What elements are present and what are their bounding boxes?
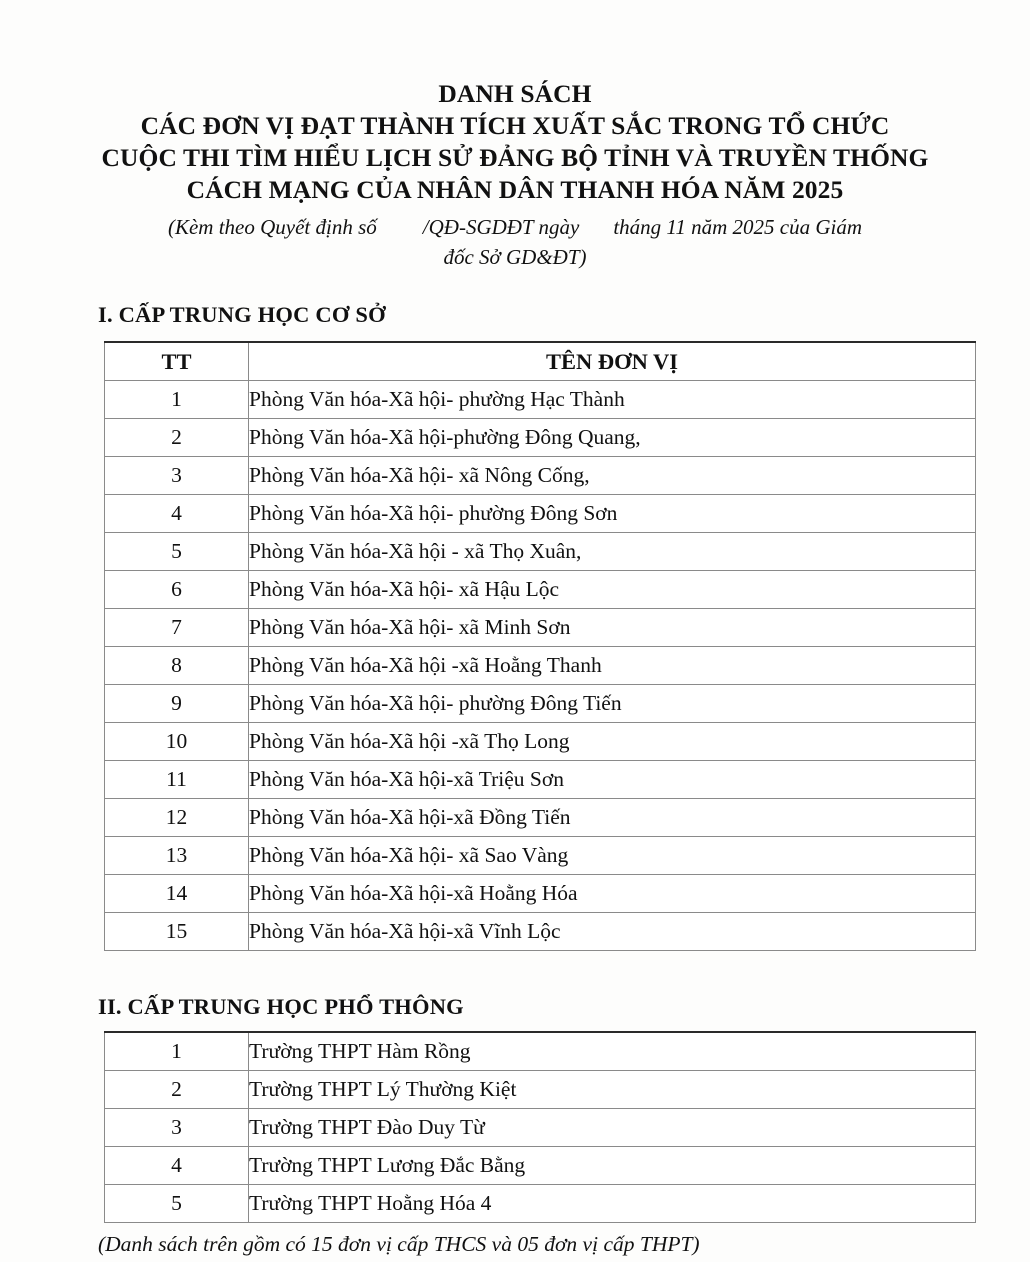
section-heading-thpt: II. CẤP TRUNG HỌC PHỔ THÔNG bbox=[98, 994, 464, 1019]
cell-unit-name: Phòng Văn hóa-Xã hội-xã Hoằng Hóa bbox=[249, 875, 976, 913]
cell-tt: 7 bbox=[105, 609, 249, 647]
cell-unit-name: Phòng Văn hóa-Xã hội - xã Thọ Xuân, bbox=[249, 533, 976, 571]
title-line-4: CÁCH MẠNG CỦA NHÂN DÂN THANH HÓA NĂM 2025 bbox=[186, 175, 844, 204]
cell-tt: 5 bbox=[105, 1185, 249, 1223]
cell-unit-name: Trường THPT Hàm Rồng bbox=[249, 1032, 976, 1071]
cell-unit-name: Trường THPT Lương Đắc Bằng bbox=[249, 1147, 976, 1185]
table-row bbox=[105, 875, 976, 913]
cell-tt: 4 bbox=[105, 495, 249, 533]
decree-reference-part-1: (Kèm theo Quyết định số bbox=[167, 215, 377, 239]
cell-unit-name: Trường THPT Đào Duy Từ bbox=[249, 1109, 976, 1147]
cell-unit-name: Phòng Văn hóa-Xã hội- xã Minh Sơn bbox=[249, 609, 976, 647]
title-line-1: DANH SÁCH bbox=[438, 79, 592, 108]
cell-tt: 2 bbox=[105, 419, 249, 457]
table-row bbox=[105, 913, 976, 951]
section-heading-thcs: I. CẤP TRUNG HỌC CƠ SỞ bbox=[98, 302, 386, 327]
table-row bbox=[105, 799, 976, 837]
table-row bbox=[105, 647, 976, 685]
table-row bbox=[105, 609, 976, 647]
table-row bbox=[105, 837, 976, 875]
table-row bbox=[105, 1071, 976, 1109]
column-header-name: TÊN ĐƠN VỊ bbox=[249, 342, 976, 381]
decree-reference bbox=[95, 212, 935, 272]
document-title-block bbox=[0, 0, 1030, 272]
cell-unit-name: Phòng Văn hóa-Xã hội -xã Thọ Long bbox=[249, 723, 976, 761]
cell-tt: 11 bbox=[105, 761, 249, 799]
cell-unit-name: Phòng Văn hóa-Xã hội- xã Hậu Lộc bbox=[249, 571, 976, 609]
cell-tt: 1 bbox=[105, 1032, 249, 1071]
cell-unit-name: Phòng Văn hóa-Xã hội-xã Vĩnh Lộc bbox=[249, 913, 976, 951]
table-row bbox=[105, 1185, 976, 1223]
decree-reference-part-2: /QĐ-SGDĐT ngày bbox=[422, 215, 580, 239]
table-row bbox=[105, 761, 976, 799]
column-header-tt: TT bbox=[105, 342, 249, 381]
cell-unit-name: Phòng Văn hóa-Xã hội-xã Triệu Sơn bbox=[249, 761, 976, 799]
table-row bbox=[105, 1032, 976, 1071]
table-row bbox=[105, 723, 976, 761]
cell-unit-name: Phòng Văn hóa-Xã hội-phường Đông Quang, bbox=[249, 419, 976, 457]
table-row bbox=[105, 1109, 976, 1147]
cell-tt: 6 bbox=[105, 571, 249, 609]
cell-unit-name: Trường THPT Hoằng Hóa 4 bbox=[249, 1185, 976, 1223]
cell-tt: 3 bbox=[105, 457, 249, 495]
summary-note: (Danh sách trên gồm có 15 đơn vị cấp THCS và 05 đơn vị cấp THPT) bbox=[98, 1232, 700, 1256]
cell-tt: 8 bbox=[105, 647, 249, 685]
cell-unit-name: Phòng Văn hóa-Xã hội- xã Sao Vàng bbox=[249, 837, 976, 875]
decree-reference-part-3: tháng 11 năm 2025 của Giám bbox=[613, 215, 862, 239]
cell-unit-name: Phòng Văn hóa-Xã hội- phường Đông Tiến bbox=[249, 685, 976, 723]
cell-tt: 9 bbox=[105, 685, 249, 723]
table-row bbox=[105, 495, 976, 533]
table-row bbox=[105, 571, 976, 609]
cell-tt: 3 bbox=[105, 1109, 249, 1147]
cell-unit-name: Phòng Văn hóa-Xã hội- xã Nông Cống, bbox=[249, 457, 976, 495]
cell-tt: 5 bbox=[105, 533, 249, 571]
cell-unit-name: Phòng Văn hóa-Xã hội- phường Đông Sơn bbox=[249, 495, 976, 533]
table-header-row bbox=[105, 342, 976, 381]
cell-unit-name: Trường THPT Lý Thường Kiệt bbox=[249, 1071, 976, 1109]
cell-tt: 15 bbox=[105, 913, 249, 951]
cell-tt: 14 bbox=[105, 875, 249, 913]
table-row bbox=[105, 419, 976, 457]
cell-unit-name: Phòng Văn hóa-Xã hội -xã Hoằng Thanh bbox=[249, 647, 976, 685]
table-thcs bbox=[104, 341, 976, 951]
table-row bbox=[105, 685, 976, 723]
decree-reference-part-4: đốc Sở GD&ĐT) bbox=[443, 245, 587, 269]
table-row bbox=[105, 457, 976, 495]
cell-tt: 12 bbox=[105, 799, 249, 837]
cell-unit-name: Phòng Văn hóa-Xã hội- phường Hạc Thành bbox=[249, 381, 976, 419]
table-row bbox=[105, 533, 976, 571]
title-line-2: CÁC ĐƠN VỊ ĐẠT THÀNH TÍCH XUẤT SẮC TRONG TỔ CHỨC bbox=[140, 111, 890, 140]
table-thpt bbox=[104, 1031, 976, 1223]
cell-tt: 10 bbox=[105, 723, 249, 761]
cell-tt: 13 bbox=[105, 837, 249, 875]
cell-tt: 2 bbox=[105, 1071, 249, 1109]
table-row bbox=[105, 381, 976, 419]
title-line-3: CUỘC THI TÌM HIỂU LỊCH SỬ ĐẢNG BỘ TỈNH VÀ TRUYỀN THỐNG bbox=[101, 143, 929, 172]
cell-tt: 1 bbox=[105, 381, 249, 419]
cell-tt: 4 bbox=[105, 1147, 249, 1185]
cell-unit-name: Phòng Văn hóa-Xã hội-xã Đồng Tiến bbox=[249, 799, 976, 837]
table-row bbox=[105, 1147, 976, 1185]
